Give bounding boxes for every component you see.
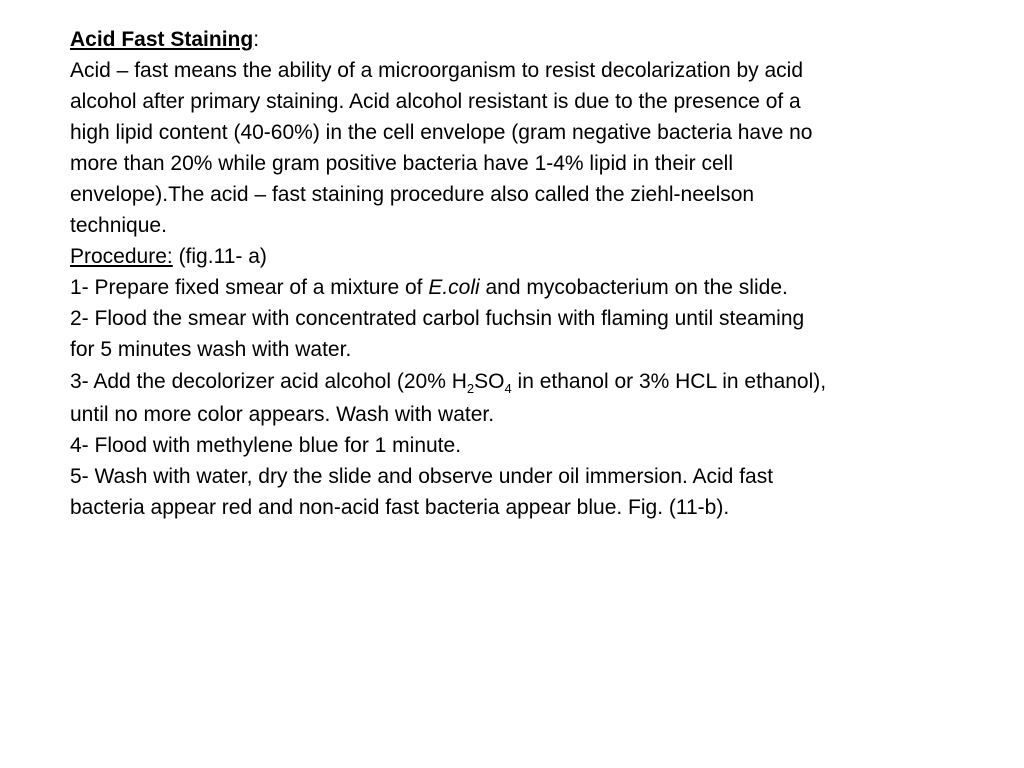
intro-line-2: alcohol after primary staining. Acid alcohol resistant is due to the presence of a xyxy=(70,90,801,113)
step-4: 4- Flood with methylene blue for 1 minute. xyxy=(70,434,462,457)
step-1-species: E.coli xyxy=(428,276,480,299)
subscript-4: 4 xyxy=(504,381,512,396)
step-3-text-c: in ethanol or 3% HCL in ethanol), xyxy=(511,370,827,393)
step-1-text-b: and mycobacterium on the slide. xyxy=(479,276,788,299)
step-5-line-1: 5- Wash with water, dry the slide and observe under oil immersion. Acid fast xyxy=(70,465,774,488)
title-colon: : xyxy=(253,28,260,51)
intro-line-6: technique. xyxy=(70,214,167,237)
step-3-line-2: until no more color appears. Wash with water. xyxy=(70,403,495,426)
step-1 xyxy=(70,272,930,303)
slide-text-body xyxy=(70,24,930,523)
intro-line-4: more than 20% while gram positive bacteria have 1-4% lipid in their cell xyxy=(70,152,733,175)
intro-line-3: high lipid content (40-60%) in the cell envelope (gram negative bacteria have no xyxy=(70,121,813,144)
step-2-line-1: 2- Flood the smear with concentrated carbol fuchsin with flaming until steaming xyxy=(70,307,805,330)
intro-line-1: Acid – fast means the ability of a microorganism to resist decolarization by acid xyxy=(70,59,804,82)
procedure-label: Procedure: xyxy=(70,245,173,268)
step-2-line-2: for 5 minutes wash with water. xyxy=(70,338,352,361)
intro-line-5: envelope).The acid – fast staining procedure also called the ziehl-neelson xyxy=(70,183,755,206)
section-title: Acid Fast Staining xyxy=(70,28,254,51)
heading-line xyxy=(70,24,930,55)
procedure-figure-ref: (fig.11- a) xyxy=(172,245,267,268)
step-1-text-a: 1- Prepare fixed smear of a mixture of xyxy=(70,276,429,299)
step-3-line-1 xyxy=(70,365,930,399)
procedure-line xyxy=(70,241,930,272)
step-3-text-a: 3- Add the decolorizer acid alcohol (20% H xyxy=(70,370,467,393)
step-5-line-2: bacteria appear red and non-acid fast bacteria appear blue. Fig. (11-b). xyxy=(70,496,730,519)
step-3-text-b: SO xyxy=(474,370,505,393)
subscript-2: 2 xyxy=(466,381,475,396)
